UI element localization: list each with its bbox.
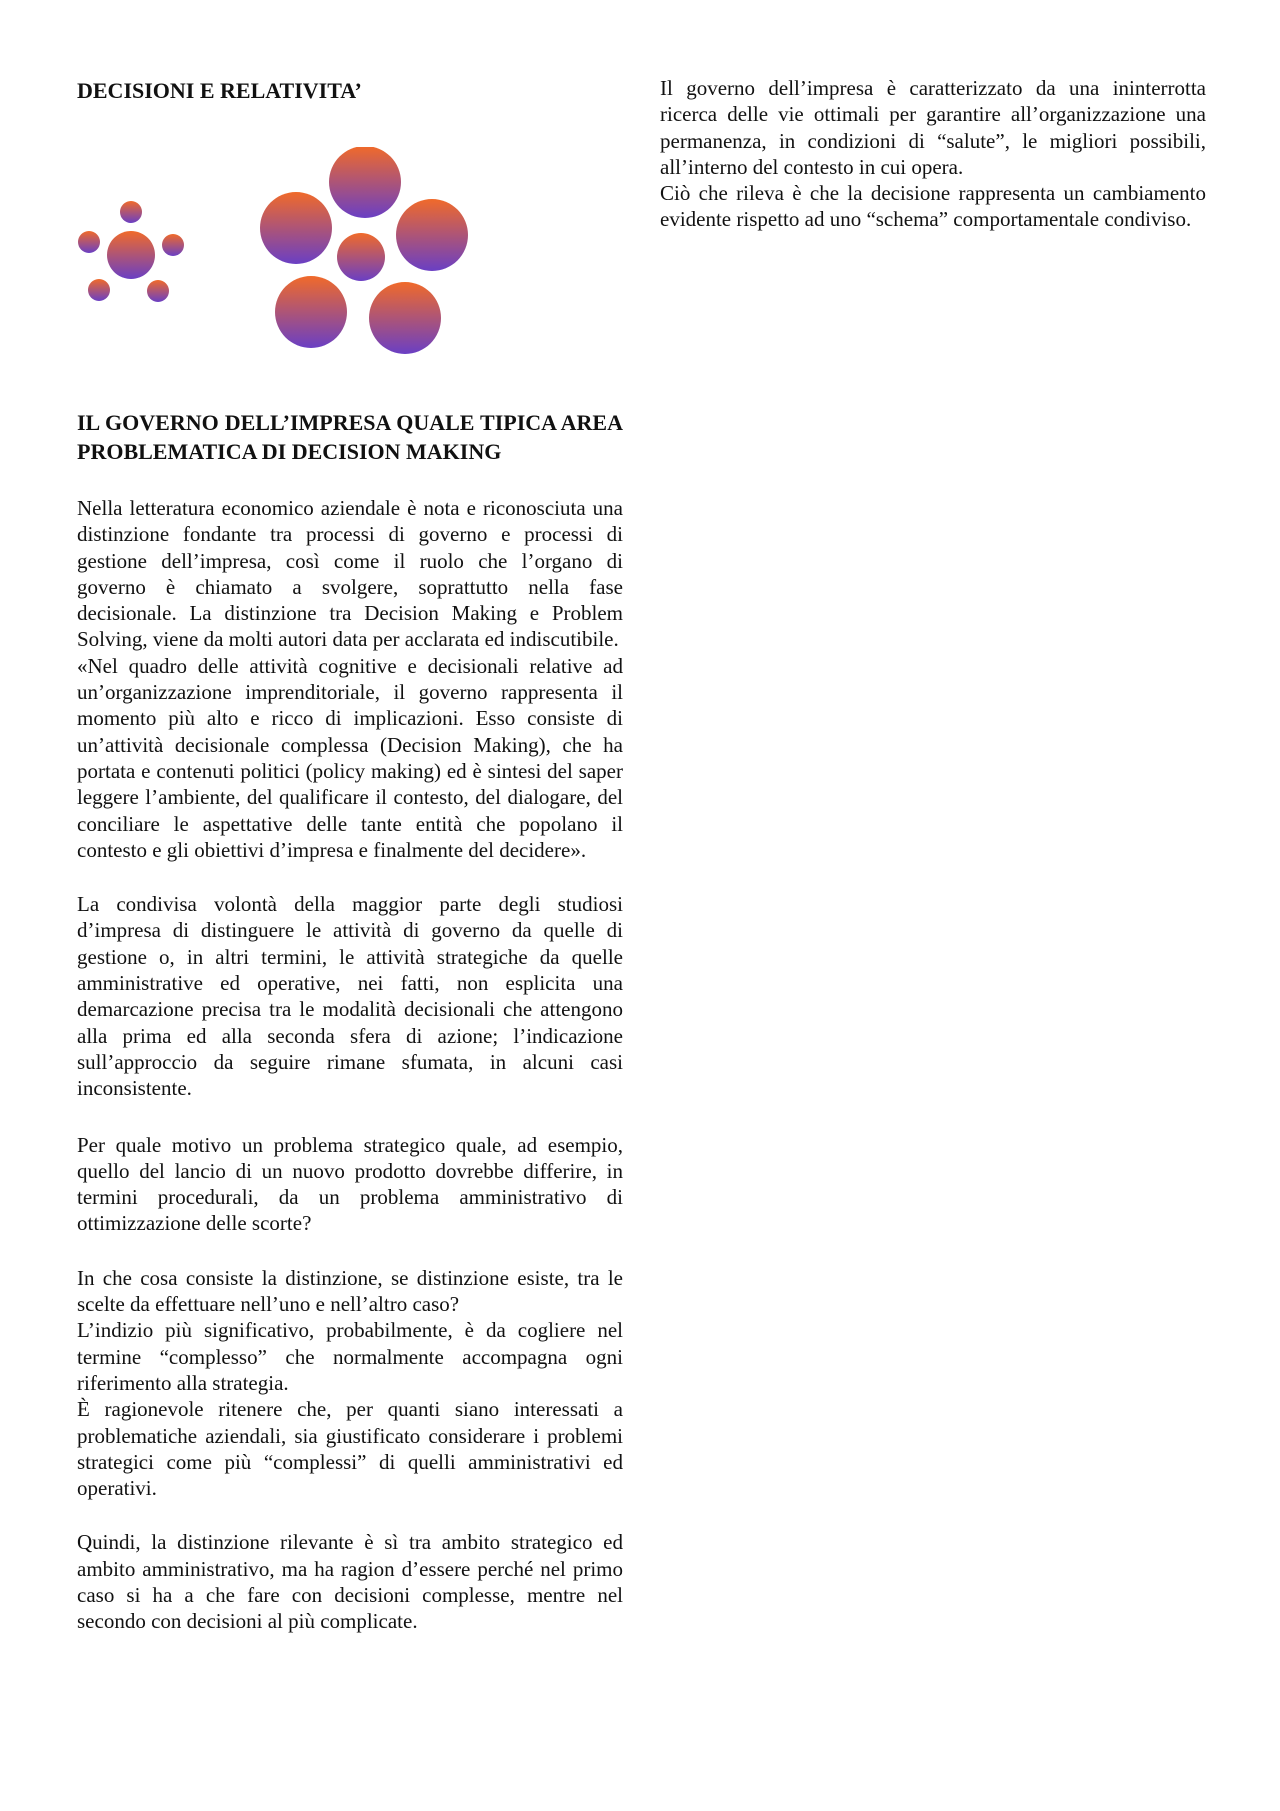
right-column — [660, 75, 1206, 233]
circles-illusion-icon — [77, 147, 497, 357]
large-satellite-circle — [369, 282, 441, 354]
left-column — [77, 75, 623, 1634]
small-satellite-circle — [162, 234, 184, 256]
paragraph: L’indizio più significativo, probabilmente, è da cogliere nel termine “complesso” che normalmente accompagna ogni riferimento alla strategia. — [77, 1318, 623, 1395]
paragraph: Il governo dell’impresa è caratterizzato da una ininterrotta ricerca delle vie ottimali per garantire all’organizzazione una permanenza, in condizioni di “salute”, le migliori possibili, all’interno del contesto in cui opera. — [660, 76, 1206, 179]
section-heading-decisioni: DECISIONI E RELATIVITA’ — [77, 78, 362, 103]
large-satellite-circle — [275, 276, 347, 348]
paragraph: Per quale motivo un problema strategico quale, ad esempio, quello del lancio di un nuovo prodotto dovrebbe differire, in termini procedurali, da un problema amministrativo di ottimizzazione delle scorte? — [77, 1132, 623, 1236]
small-satellite-circle — [78, 231, 100, 253]
paragraph: Quindi, la distinzione rilevante è sì tra ambito strategico ed ambito amministrativo, ma ha ragion d’essere perché nel primo caso si ha a che fare con decisioni complesse, mentre nel secondo con decisioni al più complicate. — [77, 1530, 623, 1634]
left-body — [77, 495, 623, 1635]
large-center-circle — [337, 233, 385, 281]
paragraph: È ragionevole ritenere che, per quanti siano interessati a problematiche aziendali, sia giustificato considerare i problemi strategici come più “complessi” di quelli amministrativi ed operativi. — [77, 1397, 623, 1501]
small-satellite-circle — [147, 280, 169, 302]
small-satellite-circle — [120, 201, 142, 223]
large-satellite-circle — [396, 199, 468, 271]
paragraph-quote: «Nel quadro delle attività cognitive e decisionali relative ad un’organizzazione imprenditoriale, il governo rappresenta il momento più alto e ricco di implicazioni. Esso consiste di un’attività decisionale complessa (Decision Making), che ha portata e contenuti politici (policy making) ed è sintesi del saper leggere l’ambiente, del qualificare il contesto, del dialogare, del conciliare le aspettative delle tante entità che popolano il contesto e gli obiettivi d’impresa e finalmente del decidere». — [77, 653, 623, 862]
paragraph: La condivisa volontà della maggior parte degli studiosi d’impresa di distinguere le attività di governo da quelle di gestione o, in altri termini, le attività strategiche da quelle amministrative ed operative, nei fatti, non esplicita una demarcazione precisa tra le modalità decisionali che attengono alla prima ed alla seconda sfera di azione; l’indicazione sull’approccio da seguire rimane sfumata, in alcuni casi inconsistente. — [77, 892, 623, 1101]
large-satellite-circle — [260, 192, 332, 264]
paragraph: Ciò che rileva è che la decisione rappresenta un cambiamento evidente rispetto ad uno “schema” comportamentale condiviso. — [660, 181, 1206, 232]
small-satellite-circle — [88, 279, 110, 301]
section-heading-governo: IL GOVERNO DELL’IMPRESA QUALE TIPICA AREA PROBLEMATICA DI DECISION MAKING — [77, 410, 623, 464]
small-center-circle — [107, 231, 155, 279]
large-satellite-circle — [329, 147, 401, 218]
paragraph: Nella letteratura economico aziendale è nota e riconosciuta una distinzione fondante tra processi di governo e processi di gestione dell’impresa, così come il ruolo che l’organo di governo è chiamato a svolgere, soprattutto nella fase decisionale. La distinzione tra Decision Making e Problem Solving, viene da molti autori data per acclarata ed indiscutibile. — [77, 496, 623, 652]
paragraph: In che cosa consiste la distinzione, se distinzione esiste, tra le scelte da effettuare nell’uno e nell’altro caso? — [77, 1265, 623, 1317]
